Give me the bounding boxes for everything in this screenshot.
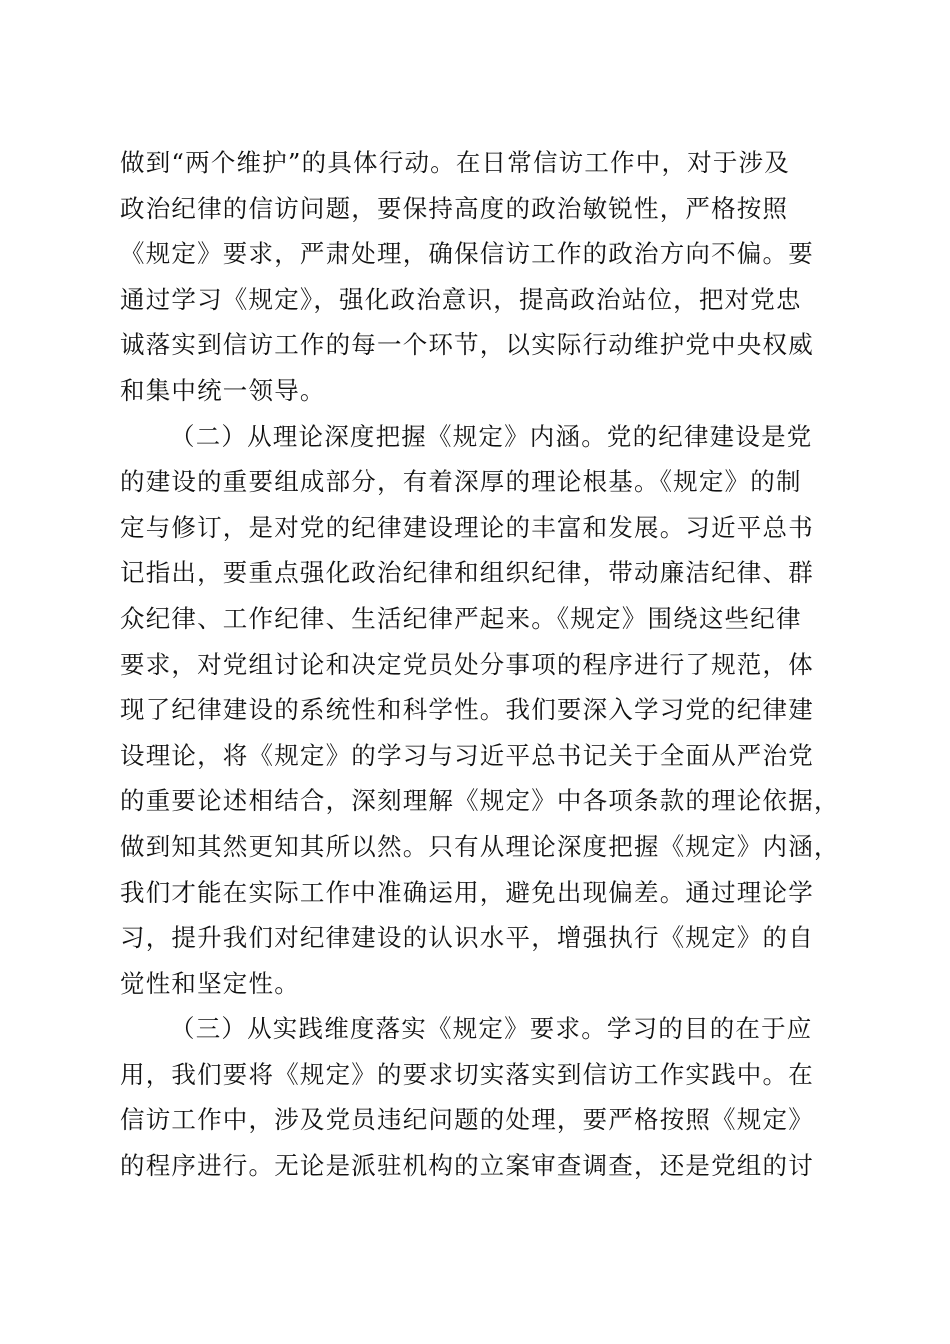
section-two-heading-line: （二）从理论深度把握《规定》内涵。党的纪律建设是党 — [170, 421, 813, 451]
text-line: 通过学习《规定》，强化政治意识，提高政治站位，把对党忠 — [120, 284, 802, 314]
text-line: 设理论，将《规定》的学习与习近平总书记关于全面从严治党 — [120, 740, 814, 770]
text-line: 习，提升我们对纪律建设的认识水平，增强执行《规定》的自 — [120, 923, 814, 953]
text-line: 定与修订，是对党的纪律建设理论的丰富和发展。习近平总书 — [120, 512, 814, 542]
text-line: 《规定》要求，严肃处理，确保信访工作的政治方向不偏。要 — [120, 239, 814, 269]
text-line: 觉性和坚定性。 — [120, 968, 300, 998]
text-line: 用，我们要将《规定》的要求切实落实到信访工作实践中。在 — [120, 1059, 814, 1089]
text-line: 诚落实到信访工作的每一个环节，以实际行动维护党中央权威 — [120, 330, 814, 360]
text-line: 要求，对党组讨论和决定党员处分事项的程序进行了规范，体 — [120, 649, 814, 679]
section-three-heading-line: （三）从实践维度落实《规定》要求。学习的目的在于应 — [170, 1014, 813, 1044]
document-body — [120, 140, 840, 1189]
text-line: 政治纪律的信访问题，要保持高度的政治敏锐性，严格按照 — [120, 193, 789, 223]
text-line: 和集中统一领导。 — [120, 375, 326, 405]
text-line: 我们才能在实际工作中准确运用，避免出现偏差。通过理论学 — [120, 877, 814, 907]
text-line: 的建设的重要组成部分，有着深厚的理论根基。《规定》的制 — [120, 467, 802, 497]
text-line: 现了纪律建设的系统性和科学性。我们要深入学习党的纪律建 — [120, 695, 814, 725]
text-line: 记指出，要重点强化政治纪律和组织纪律，带动廉洁纪律、群 — [120, 558, 814, 588]
text-line: 做到知其然更知其所以然。只有从理论深度把握《规定》内涵， — [120, 831, 840, 861]
text-line: 做到“两个维护”的具体行动。在日常信访工作中，对于涉及 — [120, 148, 790, 177]
text-line: 的程序进行。无论是派驻机构的立案审查调查，还是党组的讨 — [120, 1151, 814, 1181]
text-line: 众纪律、工作纪律、生活纪律严起来。《规定》围绕这些纪律 — [120, 603, 802, 633]
text-line: 的重要论述相结合，深刻理解《规定》中各项条款的理论依据， — [120, 786, 840, 816]
text-line: 信访工作中，涉及党员违纪问题的处理，要严格按照《规定》 — [120, 1105, 814, 1135]
